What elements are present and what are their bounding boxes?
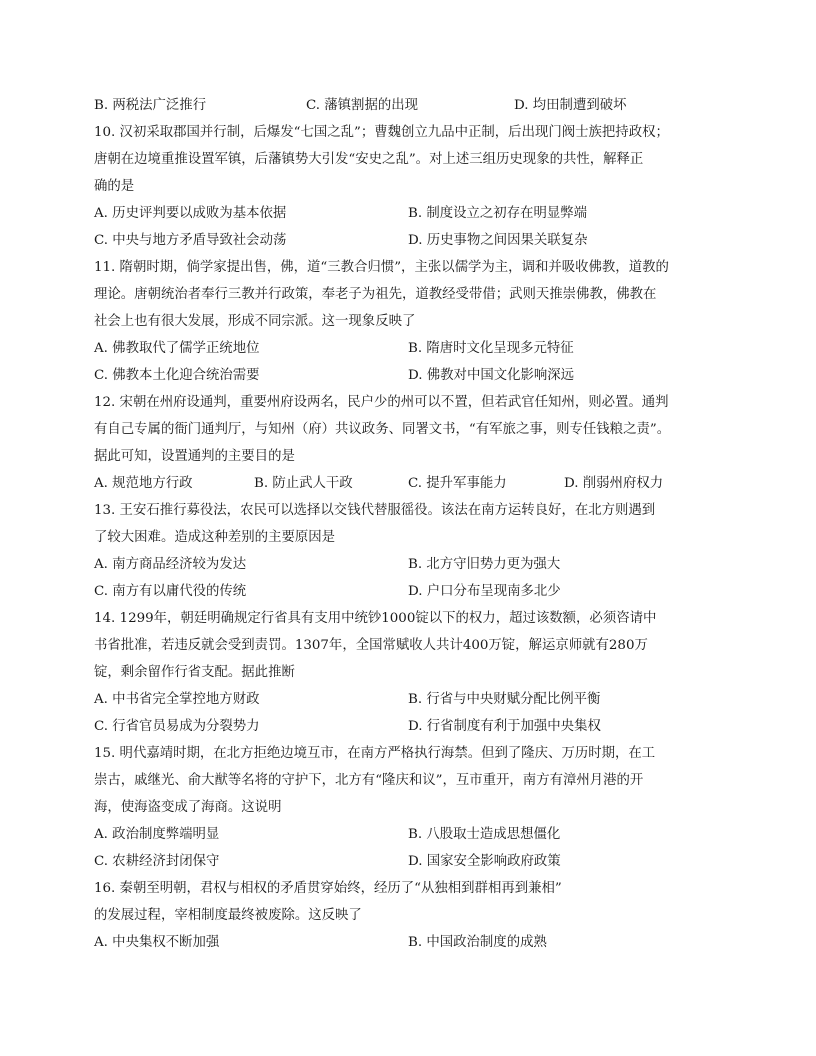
q10-stem-line-2: 唐朝在边境重推设置军镇，后藩镇势大引发“安史之乱”。对上述三组历史现象的共性，解释正 [94, 152, 644, 167]
q14-stem-line-1: 14. 1299年，朝廷明确规定行省具有支用中统钞1000锭以下的权力，超过该数额，必须咨请中 [94, 611, 657, 626]
q14-option-a[interactable]: A. 中书省完全掌控地方财政 [94, 692, 260, 707]
q11-option-d[interactable]: D. 佛教对中国文化影响深远 [408, 368, 575, 383]
q15-option-a[interactable]: A. 政治制度弊端明显 [94, 827, 220, 842]
q15-options-row-2 [94, 848, 734, 875]
q16-option-b[interactable]: B. 中国政治制度的成熟 [408, 935, 547, 950]
q11-options-row-2 [94, 362, 734, 389]
q13-options-row-1 [94, 551, 734, 578]
q10-option-d[interactable]: D. 历史事物之间因果关联复杂 [408, 233, 588, 248]
q13-option-d[interactable]: D. 户口分布呈现南多北少 [408, 584, 561, 599]
q10-options-row-2 [94, 227, 734, 254]
q14-options-row-2 [94, 713, 734, 740]
q15-stem-line-2: 崇古，戚继光、俞大猷等名将的守护下，北方有“隆庆和议”，互市重开，南方有漳州月港的开 [94, 773, 644, 788]
q14-stem-line-3: 锭，剩余留作行省支配。据此推断 [94, 665, 295, 680]
q14-options-row-1 [94, 686, 734, 713]
q15-stem-line-3: 海，使海盗变成了海商。这说明 [94, 800, 282, 815]
q11-stem-line-1: 11. 隋朝时期，倘学家提出售，佛，道“三教合归惯”，主张以儒学为主，调和并吸收佛教，道教的 [94, 260, 669, 275]
q12-stem-line-3: 据此可知，设置通判的主要目的是 [94, 449, 295, 464]
q12-option-d[interactable]: D. 削弱州府权力 [564, 476, 664, 491]
q10-option-b[interactable]: B. 制度设立之初存在明显弊端 [408, 206, 588, 221]
q13-stem-line-2: 了较大困难。造成这种差别的主要原因是 [94, 530, 336, 545]
q10-stem-line-3: 确的是 [94, 179, 135, 194]
q12-stem-line-2: 有自己专属的衙门通判厅，与知州（府）共议政务、同署文书，“有军旅之事，则专任钱粮之责”。 [94, 422, 671, 437]
q15-options-row-1 [94, 821, 734, 848]
q16-stem-line-1: 16. 秦朝至明朝，君权与相权的矛盾贯穿始终，经历了“从独相到群相再到兼相” [94, 881, 562, 896]
q10-option-a[interactable]: A. 历史评判要以成败为基本依据 [94, 206, 287, 221]
q11-stem-line-3: 社会上也有很大发展，形成不同宗派。这一现象反映了 [94, 314, 416, 329]
q12-option-b[interactable]: B. 防止武人干政 [254, 476, 353, 491]
q11-option-c[interactable]: C. 佛教本土化迎合统治需要 [94, 368, 260, 383]
q16-option-a[interactable]: A. 中央集权不断加强 [94, 935, 220, 950]
q16-options-row-1 [94, 929, 734, 956]
q14-option-b[interactable]: B. 行省与中央财赋分配比例平衡 [408, 692, 601, 707]
q14-option-d[interactable]: D. 行省制度有利于加强中央集权 [408, 719, 601, 734]
q13-options-row-2 [94, 578, 734, 605]
q15-option-d[interactable]: D. 国家安全影响政府政策 [408, 854, 561, 869]
q13-stem-line-1: 13. 王安石推行募役法，农民可以选择以交钱代替服徭役。该法在南方运转良好，在北方则遇到 [94, 503, 656, 518]
q10-stem-line-1: 10. 汉初采取郡国并行制，后爆发“七国之乱”；曹魏创立九品中正制，后出现门阀士族把持政权； [94, 125, 669, 140]
q9-option-c[interactable]: C. 藩镇割据的出现 [306, 98, 419, 113]
q12-stem-line-1: 12. 宋朝在州府设通判，重要州府设两名，民户少的州可以不置，但若武官任知州，则必置。通判 [94, 395, 669, 410]
q15-option-c[interactable]: C. 农耕经济封闭保守 [94, 854, 220, 869]
q16-stem-line-2: 的发展过程，宰相制度最终被废除。这反映了 [94, 908, 362, 923]
q12-option-a[interactable]: A. 规范地方行政 [94, 476, 193, 491]
q13-option-a[interactable]: A. 南方商品经济较为发达 [94, 557, 247, 572]
q9-option-d[interactable]: D. 均田制遭到破坏 [514, 98, 627, 113]
q12-option-c[interactable]: C. 提升军事能力 [408, 476, 507, 491]
q9-option-b[interactable]: B. 两税法广泛推行 [94, 98, 207, 113]
exam-page [94, 92, 734, 956]
q11-options-row-1 [94, 335, 734, 362]
q13-option-c[interactable]: C. 南方有以庸代役的传统 [94, 584, 247, 599]
q9-options [94, 92, 734, 119]
q15-stem-line-1: 15. 明代嘉靖时期，在北方拒绝边境互市，在南方严格执行海禁。但到了隆庆、万历时期，在工 [94, 746, 656, 761]
q11-option-b[interactable]: B. 隋唐时文化呈现多元特征 [408, 341, 574, 356]
q14-stem-line-2: 书省批准，若违反就会受到责罚。1307年，全国常赋收人共计400万锭，解运京师就有280万 [94, 638, 648, 653]
q11-stem-line-2: 理论。唐朝统治者奉行三教并行政策，奉老子为祖先，道教经受带借；武则天推崇佛教，佛教在 [94, 287, 657, 302]
q15-option-b[interactable]: B. 八股取士造成思想僵化 [408, 827, 561, 842]
q10-option-c[interactable]: C. 中央与地方矛盾导致社会动荡 [94, 233, 287, 248]
q13-option-b[interactable]: B. 北方守旧势力更为强大 [408, 557, 561, 572]
q11-option-a[interactable]: A. 佛教取代了儒学正统地位 [94, 341, 260, 356]
q10-options-row-1 [94, 200, 734, 227]
q14-option-c[interactable]: C. 行省官员易成为分裂势力 [94, 719, 260, 734]
q12-options-row [94, 470, 734, 497]
